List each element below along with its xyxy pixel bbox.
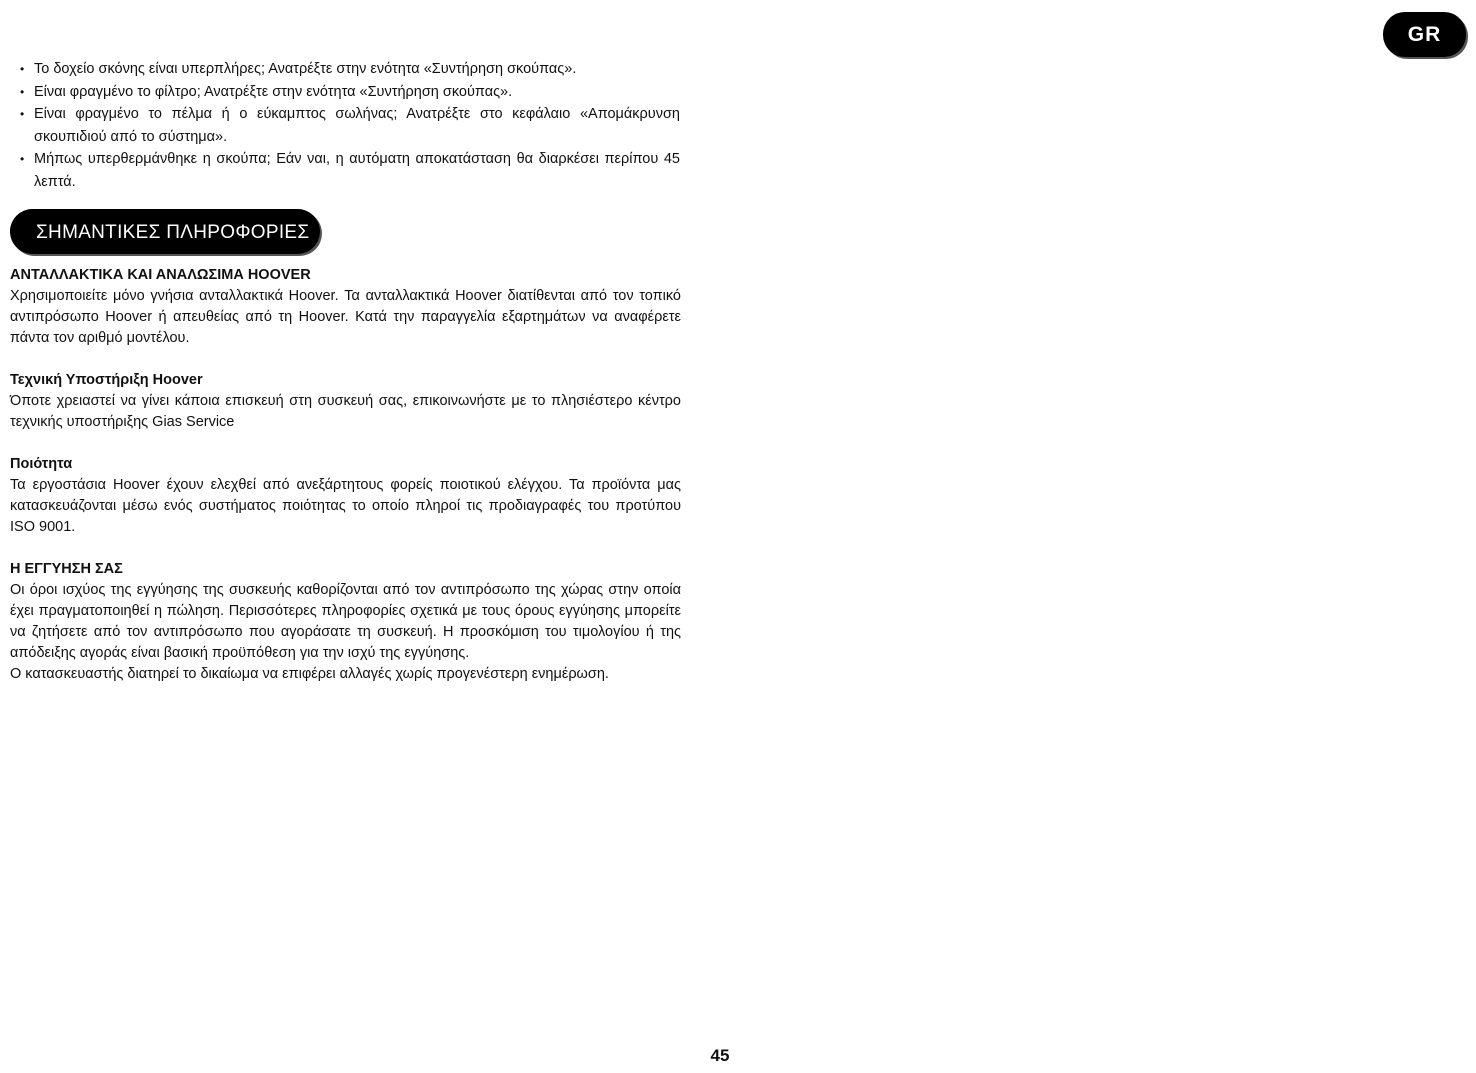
- language-badge: GR: [1383, 12, 1466, 57]
- spares-section: [10, 265, 681, 349]
- section-body: Όποτε χρειαστεί να γίνει κάποια επισκευή στη συσκευή σας, επικοινωνήστε με το πλησιέστερο κέντρο τεχνικής υποστήριξης Gias Service: [10, 393, 681, 430]
- section-body: Τα εργοστάσια Hoover έχουν ελεχθεί από ανεξάρτητους φορείς ποιοτικού ελέγχου. Τα προϊόντα μας κατασκευάζονται μέσω ενός συστήματος ποιότητας το οποίο πληροί τις προδιαγραφές του προτύπου ISO 9001.: [10, 477, 681, 535]
- important-info-content: [10, 265, 681, 706]
- section-body: Χρησιμοποιείτε μόνο γνήσια ανταλλακτικά Hoover. Τα ανταλλακτικά Hoover διατίθενται από τον τοπικό αντιπρόσωπο Hoover ή απευθείας από τη Hoover. Κατά την παραγγελία εξαρτημάτων να αναφέρετε πάντα τον αριθμό μοντέλου.: [10, 288, 681, 346]
- section-heading: Η ΕΓΓΥΗΣΗ ΣΑΣ: [10, 561, 123, 577]
- section-body: Οι όροι ισχύος της εγγύησης της συσκευής καθορίζονται από τον αντιπρόσωπο της χώρας στην οποία έχει πραγματοποιηθεί η πώληση. Περισσότερες πληροφορίες σχετικά με τους όρους εγγύησης μπορείτε να ζητήσετε από τον αντιπρόσωπο που αγοράσατε τη συσκευή. Η προσκόμιση του τιμολογίου ή της απόδειξης αγοράς είναι βασική προϋπόθεση για την ισχύ της εγγύησης.: [10, 582, 681, 661]
- section-heading: ΑΝΤΑΛΛΑΚΤΙΚΑ ΚΑΙ ΑΝΑΛΩΣΙΜΑ HOOVER: [10, 267, 311, 283]
- list-item: • Μήπως υπερθερμάνθηκε η σκούπα; Εάν ναι, η αυτόματη αποκατάσταση θα διαρκέσει περίπου 45 λεπτά.: [20, 148, 680, 193]
- support-section: [10, 370, 681, 433]
- section-title-banner: ΣΗΜΑΝΤΙΚΕΣ ΠΛΗΡΟΦΟΡΙΕΣ: [10, 209, 320, 254]
- warranty-section: [10, 559, 681, 685]
- page-number: 45: [710, 1046, 730, 1065]
- list-item: • Το δοχείο σκόνης είναι υπερπλήρες; Ανατρέξτε στην ενότητα «Συντήρηση σκούπας».: [20, 58, 680, 81]
- list-item: • Είναι φραγμένο το φίλτρο; Ανατρέξτε στην ενότητα «Συντήρηση σκούπας».: [20, 81, 680, 104]
- troubleshooting-list: [20, 58, 680, 193]
- section-heading: Τεχνική Υποστήριξη Hoover: [10, 372, 203, 388]
- quality-section: [10, 454, 681, 538]
- list-item: • Είναι φραγμένο το πέλμα ή ο εύκαμπτος σωλήνας; Ανατρέξτε στο κεφάλαιο «Απομάκρυνση σκουπιδιού από το σύστημα».: [20, 103, 680, 148]
- manufacturer-note: Ο κατασκευαστής διατηρεί το δικαίωμα να επιφέρει αλλαγές χωρίς προγενέστερη ενημέρωση.: [10, 666, 609, 682]
- section-heading: Ποιότητα: [10, 456, 73, 472]
